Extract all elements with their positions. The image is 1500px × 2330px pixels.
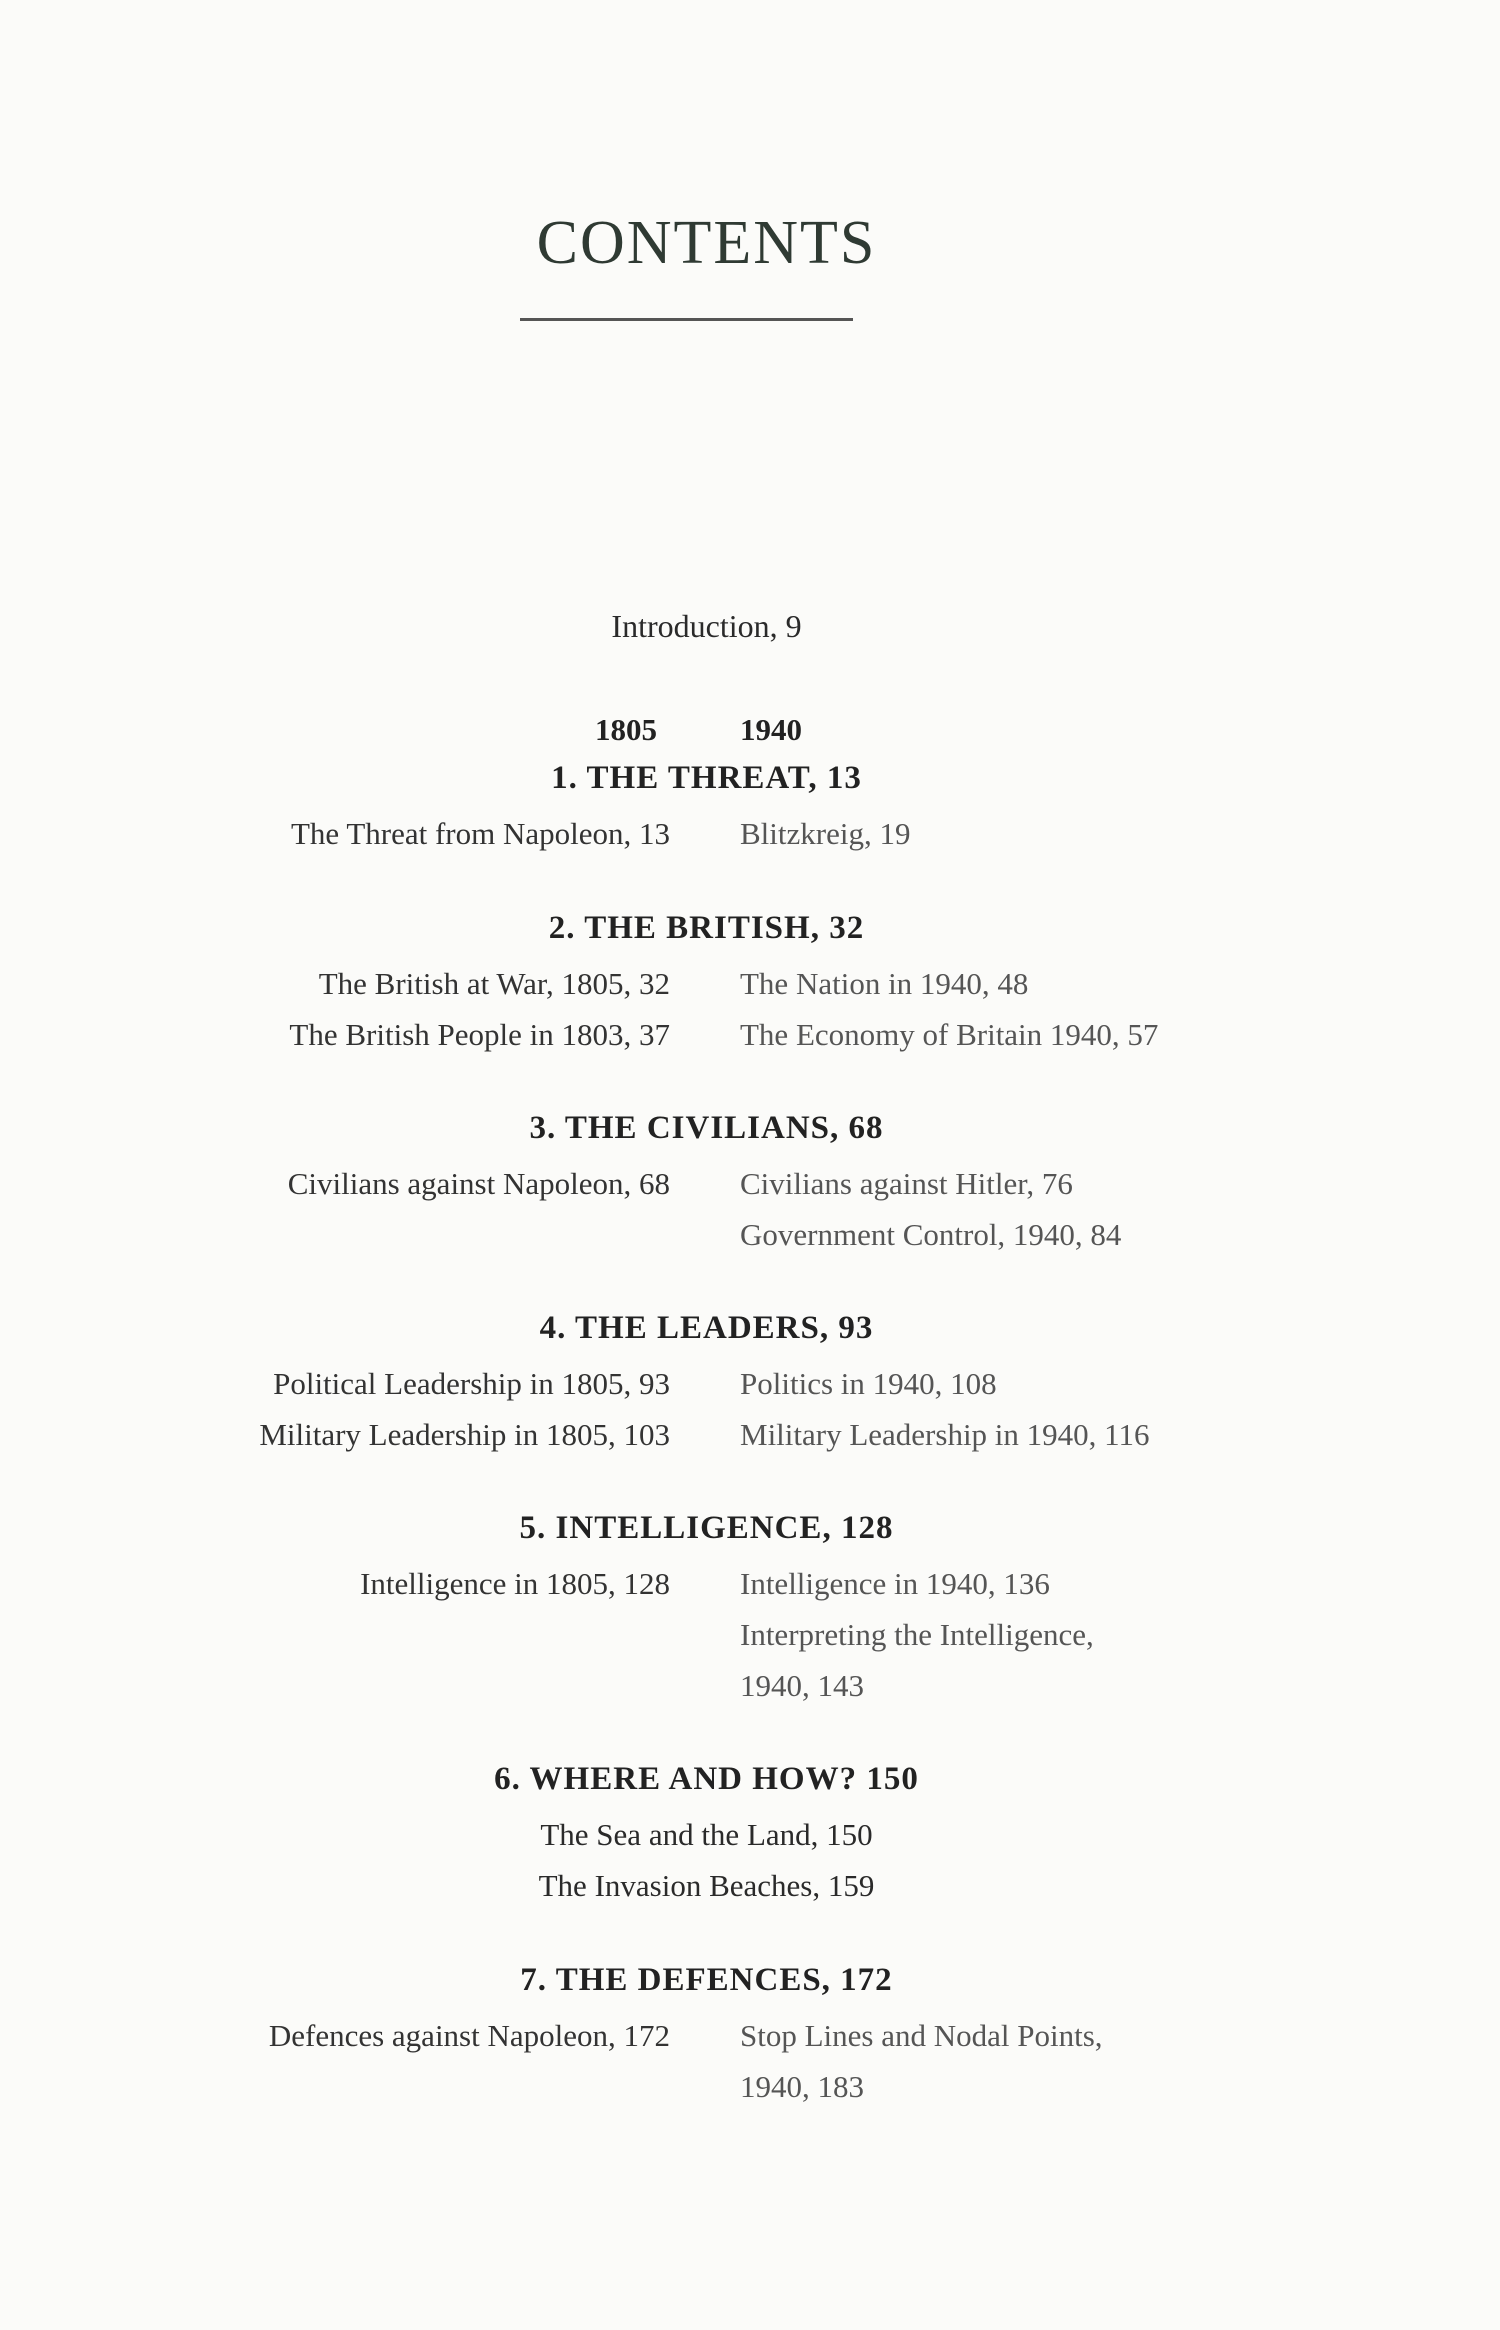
toc-entry-1805: The British People in 1803, 37: [289, 1017, 670, 1052]
toc-entry-1940: 1940, 183: [740, 2069, 864, 2104]
toc-entry-1940: Stop Lines and Nodal Points,: [740, 2018, 1103, 2053]
chapter-heading-5: 5. INTELLIGENCE, 128: [519, 1510, 894, 1546]
chapter-heading-7: 7. THE DEFENCES, 172: [520, 1962, 893, 1998]
toc-entry-1940: Blitzkreig, 19: [740, 816, 911, 851]
chapter-heading-1: 1. THE THREAT, 13: [551, 760, 862, 796]
toc-entry-1940: Intelligence in 1940, 136: [740, 1566, 1050, 1601]
introduction-entry: Introduction, 9: [611, 608, 802, 644]
toc-entry-1805: Civilians against Napoleon, 68: [287, 1166, 670, 1201]
toc-entry-1805: Defences against Napoleon, 172: [268, 2018, 670, 2053]
toc-entry-1805: Military Leadership in 1805, 103: [259, 1417, 670, 1452]
toc-entry-1940: The Nation in 1940, 48: [740, 966, 1029, 1001]
page-title: CONTENTS: [536, 209, 877, 277]
title-rule: [520, 318, 853, 321]
toc-entry-1940: 1940, 143: [740, 1668, 864, 1703]
chapter-heading-4: 4. THE LEADERS, 93: [539, 1310, 874, 1346]
year-header-left: 1805: [595, 712, 657, 747]
chapter-heading-6: 6. WHERE AND HOW? 150: [494, 1761, 919, 1797]
toc-entry-1805: The Threat from Napoleon, 13: [290, 816, 670, 851]
toc-entry-1940: Government Control, 1940, 84: [740, 1217, 1122, 1252]
chapter-heading-2: 2. THE BRITISH, 32: [548, 910, 865, 946]
toc-entry-1805: Intelligence in 1805, 128: [360, 1566, 670, 1601]
toc-entry-shared: The Invasion Beaches, 159: [538, 1868, 875, 1903]
year-header-right: 1940: [740, 712, 802, 747]
toc-entry-shared: The Sea and the Land, 150: [540, 1817, 873, 1852]
chapter-heading-3: 3. THE CIVILIANS, 68: [529, 1110, 884, 1146]
toc-entry-1940: Politics in 1940, 108: [740, 1366, 997, 1401]
toc-entry-1940: Civilians against Hitler, 76: [740, 1166, 1073, 1201]
toc-entry-1805: Political Leadership in 1805, 93: [273, 1366, 670, 1401]
toc-entry-1940: Military Leadership in 1940, 116: [740, 1417, 1150, 1452]
toc-entry-1805: The British at War, 1805, 32: [318, 966, 670, 1001]
toc-entry-1940: Interpreting the Intelligence,: [740, 1617, 1094, 1652]
toc-entry-1940: The Economy of Britain 1940, 57: [740, 1017, 1159, 1052]
